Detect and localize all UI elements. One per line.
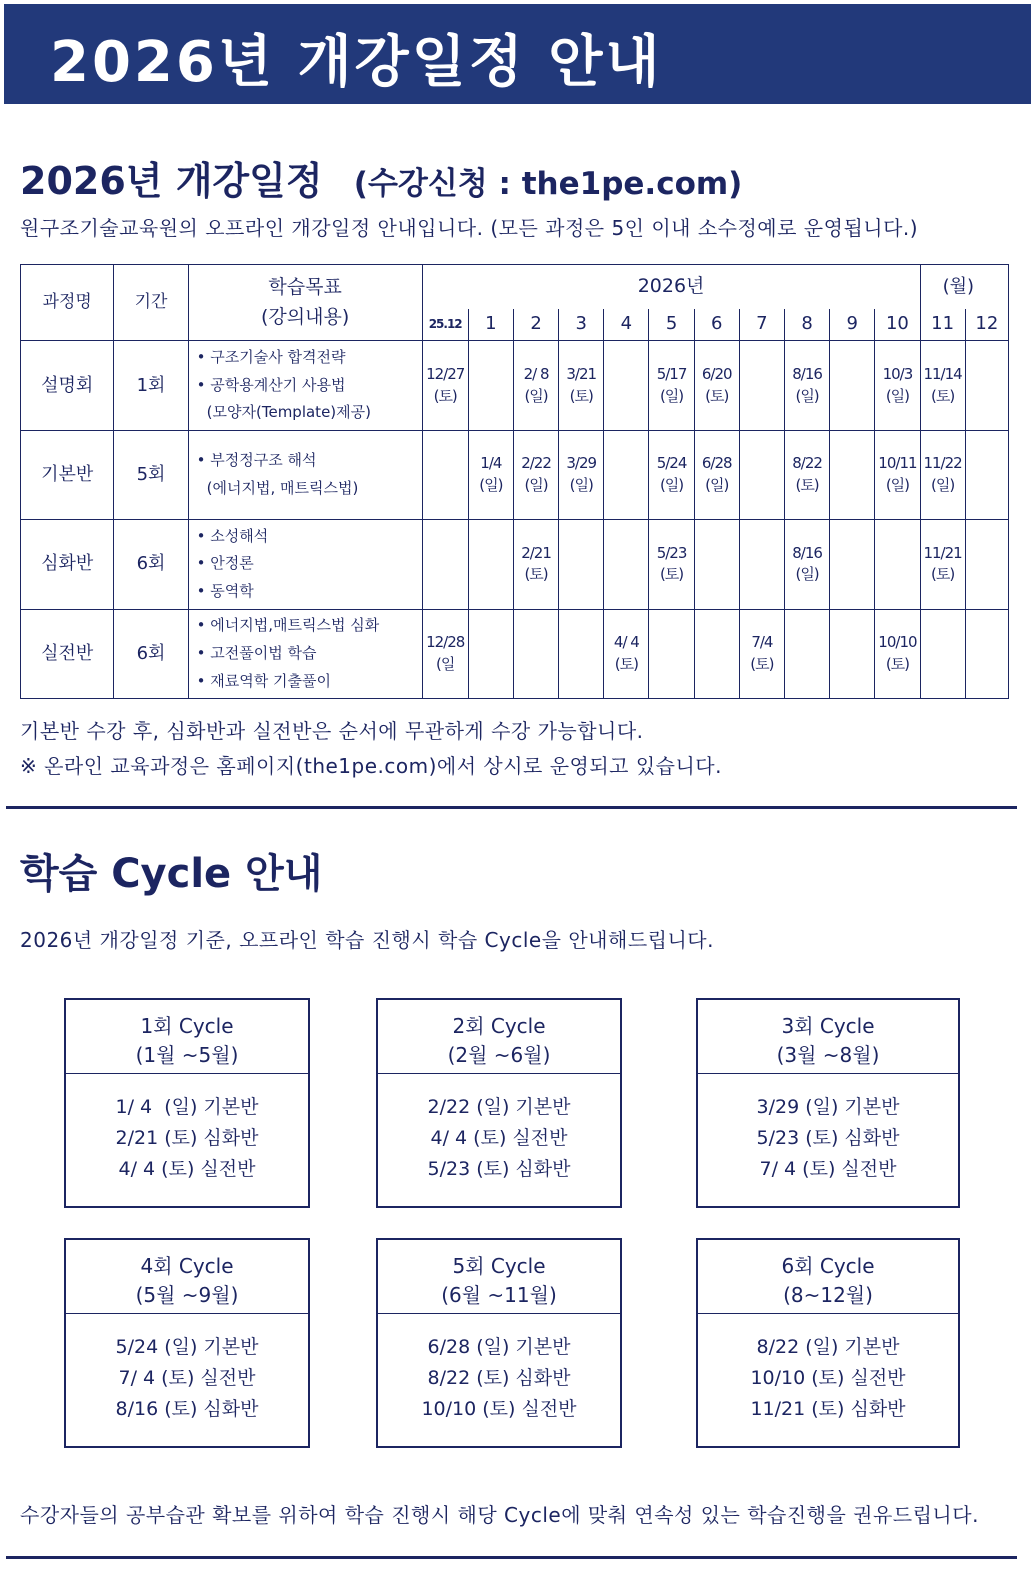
date-cell [604,430,649,519]
date-cell [784,341,829,430]
date-cell [513,430,558,519]
table-row [21,520,1009,609]
cycle-range: (8~12월) [783,1283,873,1307]
cycle-header [66,1000,308,1074]
cycle-items [698,1314,958,1425]
date-value: 8/22 [792,454,822,473]
date-weekday: (토) [659,565,684,584]
signup-info: (수강신청 : the1pe.com) [353,166,743,202]
date-weekday: (일) [885,475,910,494]
date-weekday: (토) [569,386,593,405]
date-weekday: (일) [930,475,955,494]
date-weekday: (토) [795,475,819,494]
goal-item: • 부정정구조 해석 [197,447,422,475]
date-weekday: (토) [705,386,729,405]
date-cell [559,520,604,609]
course-goals [188,430,422,519]
date-weekday: (토) [433,386,457,405]
date-cell [604,341,649,430]
date-weekday: (토) [524,565,548,584]
date-value: 12/27 [426,364,465,383]
course-period: 1회 [114,341,188,430]
date-value: 6/20 [701,364,732,383]
month-header: 7 [739,309,784,341]
course-period: 5회 [114,430,188,519]
cycle-item: 6/28 (일) 기본반 [427,1336,571,1358]
goal-item: • 공학용계산기 사용법 [197,372,422,400]
goal-item: • 재료역학 기출풀이 [197,668,422,696]
title-banner [4,4,1031,104]
month-header: 2 [513,309,558,341]
cycle-items [66,1314,308,1425]
cycle-header [378,1000,620,1074]
month-header: 1 [468,309,513,341]
course-period: 6회 [114,520,188,609]
goal-item: (모양자(Template)제공) [206,403,371,422]
month-header: 8 [784,309,829,341]
date-weekday: (일) [659,386,684,405]
date-cell [422,520,468,609]
section-title-schedule [20,150,742,205]
cycle-card [696,1238,960,1448]
date-value: 5/24 [656,454,687,473]
date-cell [649,609,694,698]
date-cell [694,609,739,698]
month-header: 9 [830,309,875,341]
date-weekday: (토) [930,565,955,584]
date-value: 2/22 [521,454,551,473]
date-value: 11/21 [923,543,962,562]
date-cell [739,520,784,609]
course-goals [188,520,422,609]
cycle-item: 10/10 (토) 실전반 [750,1367,906,1389]
date-value: 8/16 [792,364,822,383]
date-cell [694,430,739,519]
cycle-item: 2/22 (일) 기본반 [427,1096,571,1118]
date-cell [513,520,558,609]
date-value: 12/28 [426,633,465,652]
date-cell [422,430,468,519]
date-cell [784,520,829,609]
cycle-item: 7/ 4 (토) 실전반 [118,1367,256,1389]
header-period: 기간 [114,265,188,341]
note-online: ※ 온라인 교육과정은 홈페이지(the1pe.com)에서 상시로 운영되고 있습니다. [20,754,722,778]
cycle-item: 2/21 (토) 심화반 [115,1127,259,1149]
cycle-item: 7/ 4 (토) 실전반 [759,1158,897,1180]
date-cell [468,520,513,609]
date-cell [830,430,875,519]
month-header: 12 [965,309,1008,341]
date-cell [739,609,784,698]
date-cell [513,609,558,698]
course-goals [188,341,422,430]
cycle-item: 3/29 (일) 기본반 [756,1096,900,1118]
month-header: 25.12 [422,309,468,341]
cycle-items [66,1074,308,1185]
date-cell [965,341,1008,430]
date-cell [604,520,649,609]
goal-item: • 구조기술사 합격전략 [197,344,422,372]
date-cell [920,520,965,609]
goal-item: • 안정론 [197,550,422,578]
goal-item: • 소성해석 [197,523,422,551]
date-cell [468,341,513,430]
course-period: 6회 [114,609,188,698]
cycle-item: 8/22 (일) 기본반 [756,1336,900,1358]
cycle-range: (2월 ~6월) [447,1043,551,1067]
date-value: 3/29 [566,454,597,473]
date-value: 10/11 [878,454,917,473]
date-cell [830,520,875,609]
course-name: 기본반 [21,430,114,519]
month-header: 6 [694,309,739,341]
date-value: 10/3 [882,364,913,383]
cycle-header [698,1000,958,1074]
date-cell [694,520,739,609]
date-weekday: (일) [569,475,593,494]
course-name: 실전반 [21,609,114,698]
cycle-items [698,1074,958,1185]
date-weekday: (토) [750,654,774,673]
divider-2 [6,1556,1017,1559]
date-weekday: (일) [524,475,548,494]
date-cell [422,341,468,430]
date-cell [649,430,694,519]
cycle-title: 6회 Cycle [781,1254,875,1278]
cycle-footer: 수강자들의 공부습관 확보를 위하여 학습 진행시 해당 Cycle에 맞춰 연속성 있는 학습진행을 권유드립니다. [20,1503,979,1527]
table-row [21,341,1009,430]
date-value: 8/16 [792,543,822,562]
cycle-card [376,1238,622,1448]
date-cell [468,609,513,698]
date-value: 11/14 [923,364,962,383]
date-weekday: (토) [885,654,910,673]
cycle-card [696,998,960,1208]
date-value: 6/28 [701,454,732,473]
date-cell [875,430,920,519]
cycle-range: (1월 ~5월) [135,1043,239,1067]
goal-item: • 에너지법,매트릭스법 심화 [197,612,422,640]
date-cell [830,341,875,430]
cycle-item: 1/ 4 (일) 기본반 [115,1096,259,1118]
date-weekday: (일) [659,475,684,494]
goal-item: • 고전풀이법 학습 [197,640,422,668]
date-weekday: (일) [795,565,819,584]
note-order: 기본반 수강 후, 심화반과 실전반은 순서에 무관하게 수강 가능합니다. [20,719,644,743]
table-row [21,430,1009,519]
date-weekday: (일) [479,475,503,494]
date-value: 3/21 [566,364,597,383]
cycle-item: 8/22 (토) 심화반 [427,1367,571,1389]
date-cell [784,609,829,698]
cycle-card [64,1238,310,1448]
table-row [21,609,1009,698]
cycle-header [378,1240,620,1314]
date-cell [694,341,739,430]
date-cell [920,609,965,698]
cycle-items [378,1074,620,1185]
cycle-header [66,1240,308,1314]
cycle-range: (6월 ~11월) [441,1283,557,1307]
date-cell [920,430,965,519]
month-header: 11 [920,309,965,341]
date-cell [875,341,920,430]
date-cell [784,430,829,519]
date-cell [965,520,1008,609]
date-cell [965,430,1008,519]
date-cell [965,609,1008,698]
cycle-title: 1회 Cycle [140,1014,234,1038]
date-cell [468,430,513,519]
date-cell [875,520,920,609]
cycle-range: (5월 ~9월) [135,1283,239,1307]
date-cell [559,430,604,519]
cycle-item: 5/24 (일) 기본반 [115,1336,259,1358]
schedule-intro: 원구조기술교육원의 오프라인 개강일정 안내입니다. (모든 과정은 5인 이내 소수정예로 운영됩니다.) [20,216,919,240]
cycle-item: 4/ 4 (토) 실전반 [118,1158,256,1180]
banner-title: 2026년 개강일정 안내 [50,30,663,95]
date-value: 4/ 4 [613,633,639,652]
month-header: 4 [604,309,649,341]
course-name: 설명회 [21,341,114,430]
course-goals [188,609,422,698]
date-weekday: (일) [524,386,548,405]
date-cell [513,341,558,430]
goal-item: (에너지법, 매트릭스법) [206,478,359,497]
cycle-item: 10/10 (토) 실전반 [421,1398,577,1420]
date-cell [875,609,920,698]
course-name: 심화반 [21,520,114,609]
date-weekday: (일 [436,654,455,673]
cycle-header [698,1240,958,1314]
header-unit: (월) [920,265,1009,309]
date-weekday: (일) [795,386,819,405]
date-cell [604,609,649,698]
header-goal-line2: (강의내용) [261,305,350,328]
date-value: 5/23 [656,543,687,562]
divider-1 [6,806,1017,809]
date-cell [422,609,468,698]
date-weekday: (토) [614,654,638,673]
cycle-title: 5회 Cycle [452,1254,546,1278]
date-cell [559,609,604,698]
date-value: 7/4 [751,633,773,652]
header-year: 2026년 [422,265,920,309]
date-cell [649,341,694,430]
month-header: 3 [559,309,604,341]
date-cell [739,341,784,430]
date-weekday: (일) [705,475,729,494]
cycle-section-title: 학습 Cycle 안내 [20,851,323,897]
cycle-item: 11/21 (토) 심화반 [750,1398,906,1420]
cycle-card [376,998,622,1208]
date-cell [649,520,694,609]
schedule-table [20,264,1009,699]
date-value: 2/21 [521,543,551,562]
date-value: 5/17 [656,364,687,383]
date-value: 1/4 [480,454,502,473]
cycle-title: 3회 Cycle [781,1014,875,1038]
goal-item: • 동역학 [197,578,422,606]
date-weekday: (일) [885,386,910,405]
date-cell [830,609,875,698]
cycle-item: 5/23 (토) 심화반 [427,1158,571,1180]
header-course: 과정명 [21,265,114,341]
date-weekday: (토) [930,386,955,405]
cycle-item: 5/23 (토) 심화반 [756,1127,900,1149]
cycle-card [64,998,310,1208]
date-value: 2/ 8 [523,364,549,383]
cycle-range: (3월 ~8월) [776,1043,880,1067]
cycle-title: 4회 Cycle [140,1254,234,1278]
date-value: 10/10 [878,633,917,652]
cycle-item: 4/ 4 (토) 실전반 [430,1127,568,1149]
schedule-title: 2026년 개강일정 [20,159,323,203]
date-value: 11/22 [923,454,962,473]
date-cell [920,341,965,430]
month-header: 5 [649,309,694,341]
month-header: 10 [875,309,920,341]
cycle-item: 8/16 (토) 심화반 [115,1398,259,1420]
header-goal-line1: 학습목표 [268,276,342,299]
cycle-title: 2회 Cycle [452,1014,546,1038]
date-cell [559,341,604,430]
date-cell [739,430,784,519]
cycle-intro: 2026년 개강일정 기준, 오프라인 학습 진행시 학습 Cycle을 안내해드립니다. [20,928,714,952]
cycle-items [378,1314,620,1425]
header-goal [188,265,422,341]
